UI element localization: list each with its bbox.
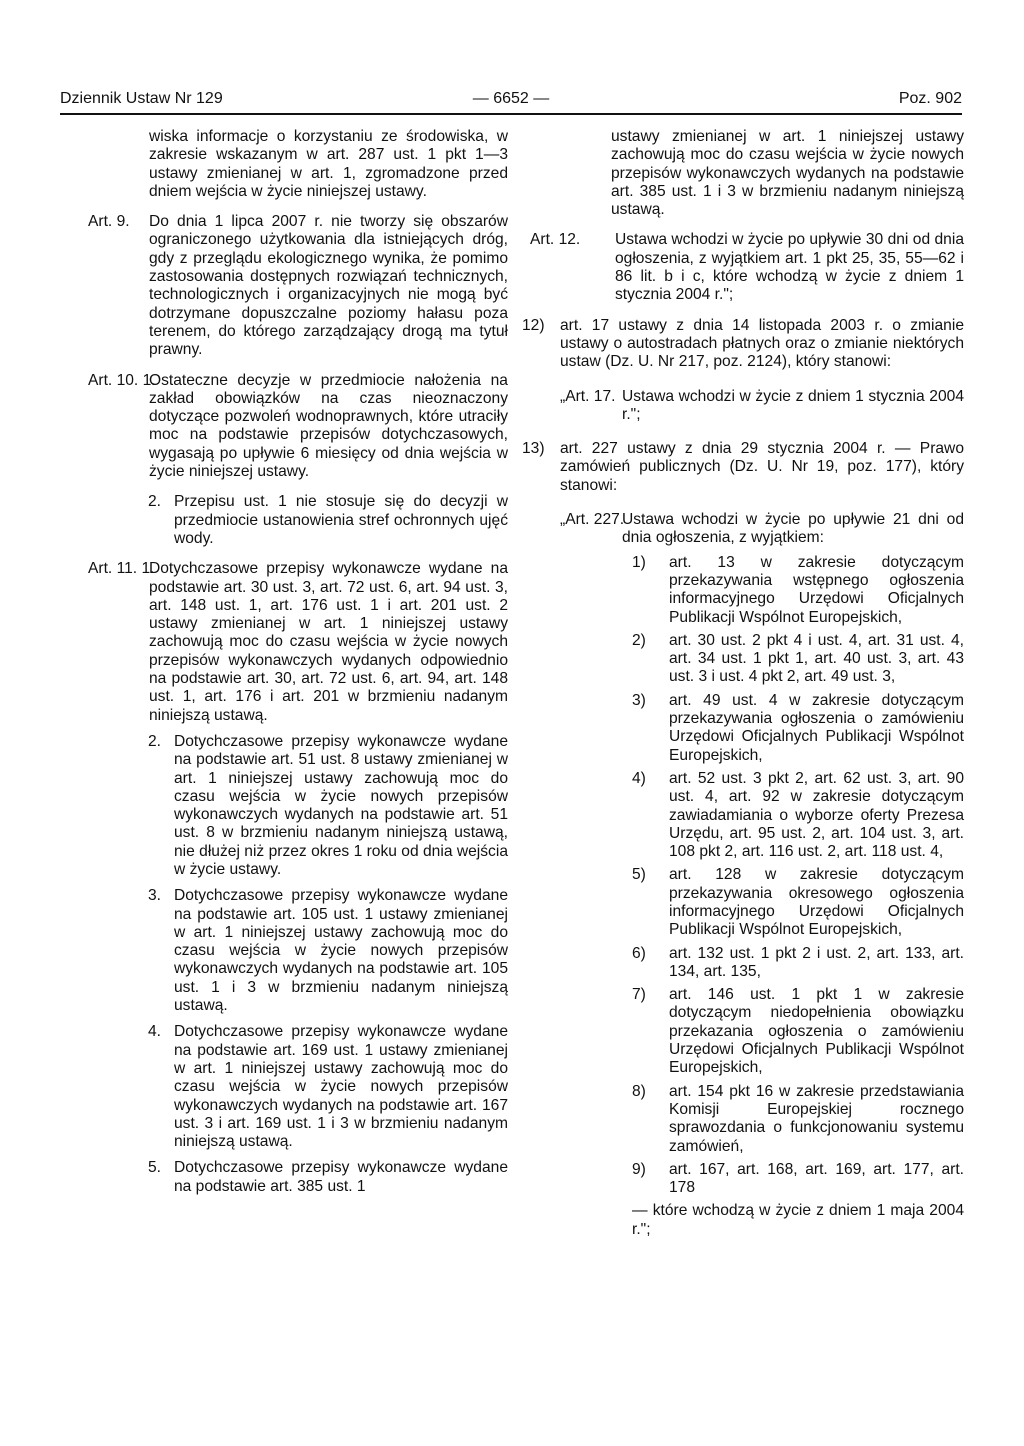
exception-number: 1) xyxy=(632,553,646,571)
header-rule xyxy=(60,113,962,115)
continuation-paragraph: ustawy zmienianej w art. 1 niniejszej ustawy zachowują moc do czasu wejścia w życie nowych przepisów wykonawczych wydanych na podstawie art. 385 ust. 1 i 3 w brzmieniu nadanym niniejszą ustawą. xyxy=(611,128,964,219)
exception-item xyxy=(632,554,964,627)
article-12-text: Ustawa wchodzi w życie po upływie 30 dni od dnia ogłoszenia, z wyjątkiem art. 1 pkt 25, 35, 55—62 i 86 lit. b i c, które wchodzą w życie z dniem 1 stycznia 2004 r."; xyxy=(615,231,964,304)
exception-item xyxy=(632,866,964,939)
paragraph-number: 2. xyxy=(148,493,162,511)
paragraph-text: Przepisu ust. 1 nie stosuje się do decyzji w przedmiocie ustanowienia stref ochronnych ujęć wody. xyxy=(174,493,508,547)
intro-paragraph: wiska informacje o korzystaniu ze środowiska, w zakresie wskazanym w art. 287 ust. 1 pkt 1—3 ustawy zmienianej w art. 1, zgromadzone przed dniem wejścia w życie niniejszej ustawy. xyxy=(149,128,508,200)
exception-item xyxy=(632,692,964,765)
exception-item xyxy=(632,1161,964,1198)
list-number: 12) xyxy=(522,316,545,334)
paragraph-number: 2. xyxy=(148,732,162,750)
exception-item xyxy=(632,1083,964,1156)
article-9-text: Do dnia 1 lipca 2007 r. nie tworzy się obszarów ograniczonego użytkowania dla istniejących dróg, gdy z przeglądu ekologicznego wynika, że pomimo zastosowania dostępnych rozwiązań technicznych, technologicznych i organizacyjnych nie mogą być dotrzymane dopuszczalne poziomy hałasu poza terenem, do którego zarządzający drogą ma tytuł prawny. xyxy=(149,213,508,359)
right-column xyxy=(522,128,964,1239)
left-column xyxy=(88,128,508,1204)
exception-text: art. 52 ust. 3 pkt 2, art. 62 ust. 3, art. 90 ust. 4, art. 92 w zakresie dotyczącym zawiadamiania o wyborze oferty Prezesa Urzędu, art. 95 ust. 2, art. 104 ust. 3, art. 108 pkt 2, art. 116 ust. 2, art. 118 ust. 4, xyxy=(669,769,964,861)
quote-text: Ustawa wchodzi w życie po upływie 21 dni od dnia ogłoszenia, z wyjątkiem: xyxy=(622,511,964,547)
article-11-paragraph xyxy=(88,1023,508,1151)
paragraph-text: Dotychczasowe przepisy wykonawcze wydane na podstawie art. 169 ust. 1 ustawy zmienianej w art. 1 niniejszej ustawy zachowują moc do czasu wejścia w życie nowych przepisów wykonawczych wydanych na podstawie art. 167 ust. 3 i art. 169 ust. 1 i 3 w brzmieniu nadanym niniejszą ustawą. xyxy=(174,1023,508,1151)
paragraph-number: 3. xyxy=(148,887,162,905)
article-12 xyxy=(522,231,964,304)
list-text: art. 17 ustawy z dnia 14 listopada 2003 r. o zmianie ustawy o autostradach płatnych oraz o zmianie niektórych ustaw (Dz. U. Nr 217, poz. 2124), który stanowi: xyxy=(560,316,964,371)
paragraph-number: 4. xyxy=(148,1023,162,1041)
list-item-12 xyxy=(522,317,964,372)
exception-text: art. 13 w zakresie dotyczącym przekazywania wstępnego ogłoszenia informacyjnego Urzędowi Oficjalnych Publikacji Wspólnot Europejskich, xyxy=(669,553,964,626)
exception-number: 4) xyxy=(632,769,646,787)
exception-item xyxy=(632,945,964,982)
exception-number: 6) xyxy=(632,944,646,962)
exception-number: 5) xyxy=(632,866,646,884)
exception-text: art. 49 ust. 4 w zakresie dotyczącym przekazywania ogłoszenia o zamówieniu Urzędowi Oficjalnych Publikacji Wspólnot Europejskich, xyxy=(669,691,964,764)
article-11-label: Art. 11. 1. xyxy=(88,560,155,578)
exception-number: 7) xyxy=(632,986,646,1004)
list-text: art. 227 ustawy z dnia 29 stycznia 2004 r. — Prawo zamówień publicznych (Dz. U. Nr 19, poz. 177), który stanowi: xyxy=(560,440,964,494)
exception-item xyxy=(632,632,964,687)
quote-label: „Art. 17. xyxy=(560,387,616,405)
quoted-article-227 xyxy=(522,511,964,548)
list-number: 13) xyxy=(522,440,545,458)
exception-text: art. 128 w zakresie dotyczącym przekazywania okresowego ogłoszenia informacyjnego Urzędowi Oficjalnych Publikacji Wspólnot Europejskich, xyxy=(669,866,964,939)
list-item-13 xyxy=(522,440,964,495)
article-9-label: Art. 9. xyxy=(88,213,130,231)
quote-text: Ustawa wchodzi w życie z dniem 1 stycznia 2004 r."; xyxy=(622,387,964,423)
paragraph-text: Dotychczasowe przepisy wykonawcze wydane na podstawie art. 105 ust. 1 ustawy zmienianej w art. 1 niniejszej ustawy zachowują moc do czasu wejścia w życie nowych przepisów wykonawczych wydanych na podstawie art. 105 ust. 1 i 3 w brzmieniu nadanym niniejszą ustawą. xyxy=(174,887,508,1015)
quoted-article-17 xyxy=(522,388,964,425)
exception-list xyxy=(522,554,964,1198)
article-11-paragraph xyxy=(88,887,508,1015)
paragraph-text: Dotychczasowe przepisy wykonawcze wydane na podstawie art. 51 ust. 8 ustawy zmienianej w art. 1 niniejszej ustawy zachowują moc do czasu wejścia w życie nowych przepisów wykonawczych wydanych na podstawie art. 51 ust. 8 w brzmieniu nadanym niniejszą ustawą, nie dłużej niż przez okres 1 roku od dnia wejścia w życie ustawy. xyxy=(174,732,508,878)
exception-number: 3) xyxy=(632,691,646,709)
closing-clause: — które wchodzą w życie z dniem 1 maja 2004 r."; xyxy=(632,1202,964,1238)
journal-title: Dziennik Ustaw Nr 129 xyxy=(60,90,223,107)
exception-number: 8) xyxy=(632,1082,646,1100)
exception-text: art. 132 ust. 1 pkt 2 i ust. 2, art. 133, art. 134, art. 135, xyxy=(669,944,964,980)
exception-text: art. 30 ust. 2 pkt 4 i ust. 4, art. 31 ust. 4, art. 34 ust. 1 pkt 1, art. 40 ust. 3, art. 43 ust. 3 i ust. 4 pkt 2, art. 49 ust. 3, xyxy=(669,631,964,686)
article-10-text: Ostateczne decyzje w przedmiocie nałożenia na zakład obowiązków na czas nieoznaczony dotyczące pozwoleń wodnoprawnych, które utraciły moc na podstawie przepisów dotychczasowych, wygasają po upływie 6 miesięcy od dnia wejścia w życie niniejszej ustawy. xyxy=(149,371,508,481)
article-10-label: Art. 10. 1. xyxy=(88,371,156,389)
article-11-paragraph xyxy=(88,1159,508,1196)
article-10 xyxy=(88,372,508,482)
article-11-text: Dotychczasowe przepisy wykonawcze wydane na podstawie art. 30 ust. 3, art. 72 ust. 6, art. 94 ust. 3, art. 148 ust. 1, art. 176 ust. 1 i art. 201 ust. 2 ustawy zmienianej w art. 1 niniejszej ustawy zachowują moc do czasu wejścia w życie nowych przepisów wykonawczych wydanych odpowiednio na podstawie art. 30, art. 72 ust. 6, art. 94, art. 148 ust. 1, art. 176 i art. 201 w brzmieniu nadanym niniejszą ustawą. xyxy=(149,560,508,724)
article-11-paragraph xyxy=(88,733,508,879)
exception-number: 2) xyxy=(632,631,646,649)
exception-text: art. 167, art. 168, art. 169, art. 177, art. 178 xyxy=(669,1160,964,1197)
position-number: Poz. 902 xyxy=(898,90,962,107)
page-number: — 6652 — xyxy=(472,90,550,107)
article-9 xyxy=(88,213,508,359)
exception-item xyxy=(632,986,964,1077)
quote-label: „Art. 227. xyxy=(560,511,625,529)
article-11 xyxy=(88,560,508,725)
exception-item xyxy=(632,770,964,861)
exception-number: 9) xyxy=(632,1160,646,1178)
paragraph-number: 5. xyxy=(148,1159,162,1177)
exception-text: art. 154 pkt 16 w zakresie przedstawiania Komisji Europejskiej rocznego sprawozdania o funkcjonowaniu systemu zamówień, xyxy=(669,1082,964,1155)
paragraph-text: Dotychczasowe przepisy wykonawcze wydane na podstawie art. 385 ust. 1 xyxy=(174,1159,508,1195)
article-10-paragraph-2 xyxy=(88,493,508,548)
exception-text: art. 146 ust. 1 pkt 1 w zakresie dotyczącym niedopełnienia obowiązku przekazania ogłoszenia o zamówieniu Urzędowi Oficjalnych Publikacji Wspólnot Europejskich, xyxy=(669,986,964,1077)
article-12-label: Art. 12. xyxy=(530,231,581,249)
